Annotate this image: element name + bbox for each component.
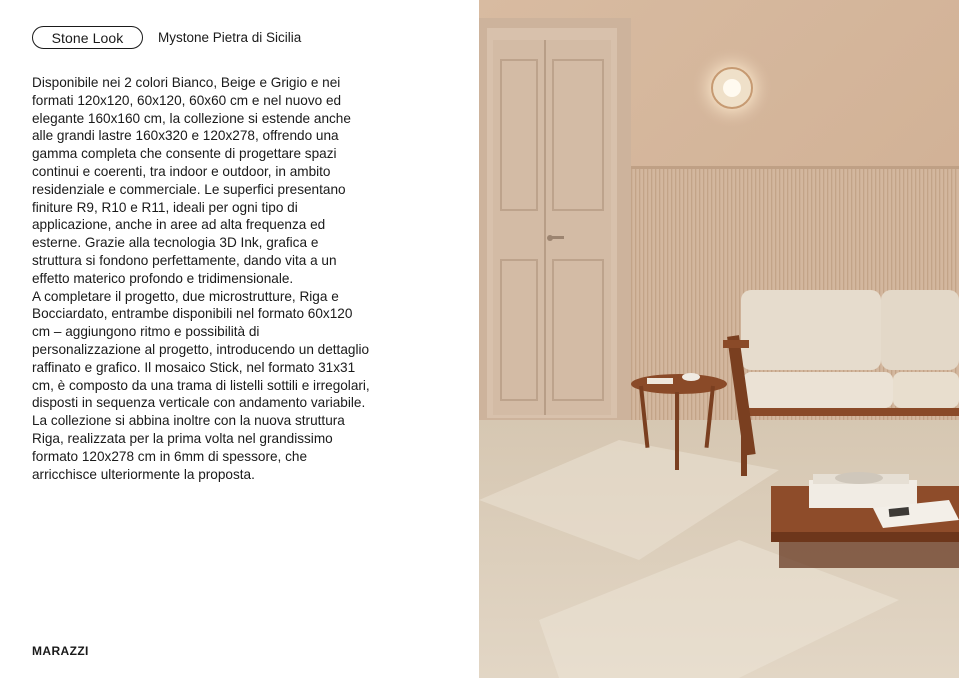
category-tag: Stone Look [32,26,143,49]
brand-logo: MARAZZI [32,644,89,658]
text-panel [0,0,479,678]
description-paragraph-2: A completare il progetto, due microstrutture, Riga e Bocciardato, entrambe disponibili nel formato 60x120 cm – aggiungono ritmo e possibilità di personalizzazione al progetto, introducendo un dettaglio raffinato e grafico. Il mosaico Stick, nel formato 31x31 cm, è composto da una trama di listelli sottili e irregolari, disposti in sequenza verticale con andamento variabile. La collezione si abbina inoltre con la nuova struttura Riga, realizzata per la prima volta nel grandissimo formato 120x278 cm in 6mm di spessore, che arricchisce ulteriormente la proposta. [32,288,370,482]
collection-name: Mystone Pietra di Sicilia [158,30,302,45]
description [32,74,372,483]
interior-photo [479,0,959,678]
description-paragraph-1: Disponibile nei 2 colori Bianco, Beige e Grigio e nei formati 120x120, 60x120, 60x60 cm e nel nuovo ed elegante 160x160 cm, la collezione si estende anche alle grandi lastre 160x320 e 120x278, offrendo una gamma completa che consente di progettare spazi continui e coerenti, tra indoor e outdoor, in ambito residenziale e commerciale. Le superfici presentano finiture R9, R10 e R11, ideali per ogni tipo di applicazione, anche in aree ad alta frequenza ed esterne. Grazie alla tecnologia 3D Ink, grafica e struttura si fondono perfettamente, dando vita a un effetto materico profondo e tridimensionale. [32,75,351,286]
